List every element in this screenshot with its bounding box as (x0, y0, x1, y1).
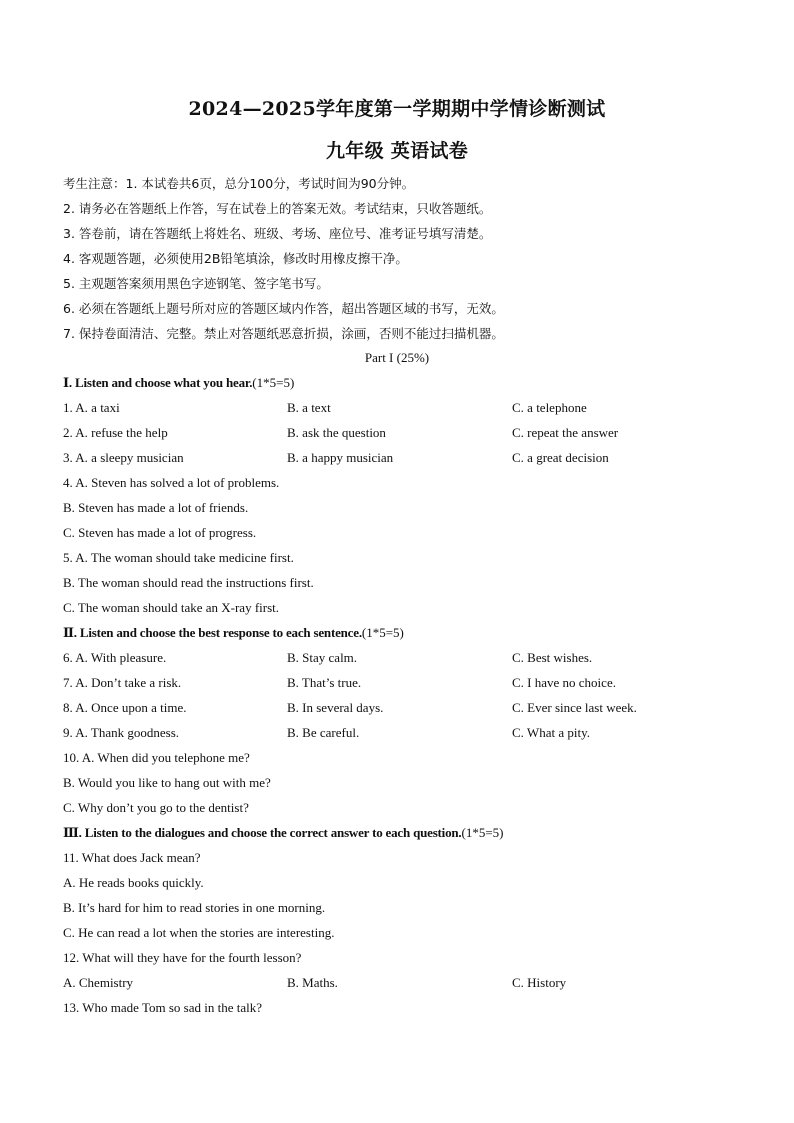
option-b: B. Steven has made a lot of friends. (63, 500, 249, 515)
option-a: A. Chemistry (63, 975, 134, 990)
option-c: C. repeat the answer (512, 425, 619, 440)
note-item: 3. 答卷前，请在答题纸上将姓名、班级、考场、座位号、准考证号填写清楚。 (63, 226, 492, 241)
option-c: C. Ever since last week. (512, 700, 637, 715)
section-title: Ⅱ. Listen and choose the best response to each sentence. (63, 625, 362, 640)
option-b: B. Maths. (287, 975, 338, 990)
option-b: B. It’s hard for him to read stories in one morning. (63, 900, 326, 915)
option-c: C. Steven has made a lot of progress. (63, 525, 257, 540)
section-heading (63, 374, 294, 392)
section-heading (63, 624, 404, 642)
exam-subtitle: 九年级 英语试卷 (325, 140, 468, 162)
option-b: B. a text (287, 400, 331, 415)
option-c: C. I have no choice. (512, 675, 616, 690)
section-score: (1*5=5) (461, 825, 504, 840)
question-stem: 11. What does Jack mean? (63, 850, 201, 865)
option-a: 7. A. Don’t take a risk. (63, 675, 182, 690)
note-item: 2. 请务必在答题纸上作答，写在试卷上的答案无效。考试结束，只收答题纸。 (63, 201, 492, 216)
note-item: 5. 主观题答案须用黑色字迹钢笔、签字笔书写。 (63, 276, 329, 291)
option-c: C. What a pity. (512, 725, 590, 740)
note-item: 7. 保持卷面清洁、完整。禁止对答题纸恶意折损，涂画，否则不能过扫描机器。 (63, 326, 504, 341)
option-a: 2. A. refuse the help (63, 425, 168, 440)
option-c: C. Why don’t you go to the dentist? (63, 800, 249, 815)
note-item: 6. 必须在答题纸上题号所对应的答题区域内作答，超出答题区域的书写，无效。 (63, 301, 504, 316)
note-item: 考生注意：1. 本试卷共6页，总分100分，考试时间为90分钟。 (63, 176, 415, 191)
option-c: C. History (512, 975, 567, 990)
option-b: B. ask the question (287, 425, 386, 440)
section-score: (1*5=5) (252, 375, 295, 390)
option-a: 4. A. Steven has solved a lot of problems. (63, 475, 280, 490)
option-c: C. a great decision (512, 450, 609, 465)
option-b: B. Stay calm. (287, 650, 358, 665)
option-a: A. He reads books quickly. (63, 875, 204, 890)
section-title: Ⅰ. Listen and choose what you hear. (63, 375, 253, 390)
option-b: B. Be careful. (287, 725, 360, 740)
option-c: C. He can read a lot when the stories are interesting. (63, 925, 335, 940)
option-a: 3. A. a sleepy musician (63, 450, 184, 465)
question-stem: 12. What will they have for the fourth lesson? (63, 950, 302, 965)
option-a: 1. A. a taxi (63, 400, 120, 415)
section-score: (1*5=5) (361, 625, 404, 640)
option-c: C. a telephone (512, 400, 587, 415)
note-item: 4. 客观题答题，必须使用2B铅笔填涂，修改时用橡皮擦干净。 (63, 251, 408, 266)
exam-title: 2024—2025学年度第一学期期中学情诊断测试 (188, 98, 606, 120)
option-b: B. That’s true. (287, 675, 362, 690)
option-a: 8. A. Once upon a time. (63, 700, 187, 715)
option-c: C. Best wishes. (512, 650, 593, 665)
option-a: 10. A. When did you telephone me? (63, 750, 250, 765)
option-a: 5. A. The woman should take medicine first. (63, 550, 294, 565)
option-a: 9. A. Thank goodness. (63, 725, 180, 740)
section-heading (63, 824, 503, 842)
option-b: B. Would you like to hang out with me? (63, 775, 271, 790)
part-label: Part I (25%) (364, 350, 430, 365)
option-c: C. The woman should take an X-ray first. (63, 600, 280, 615)
question-stem: 13. Who made Tom so sad in the talk? (63, 1000, 262, 1015)
option-b: B. a happy musician (287, 450, 394, 465)
option-b: B. The woman should read the instructions first. (63, 575, 314, 590)
option-a: 6. A. With pleasure. (63, 650, 167, 665)
option-b: B. In several days. (287, 700, 384, 715)
section-title: Ⅲ. Listen to the dialogues and choose the correct answer to each question. (63, 825, 462, 840)
